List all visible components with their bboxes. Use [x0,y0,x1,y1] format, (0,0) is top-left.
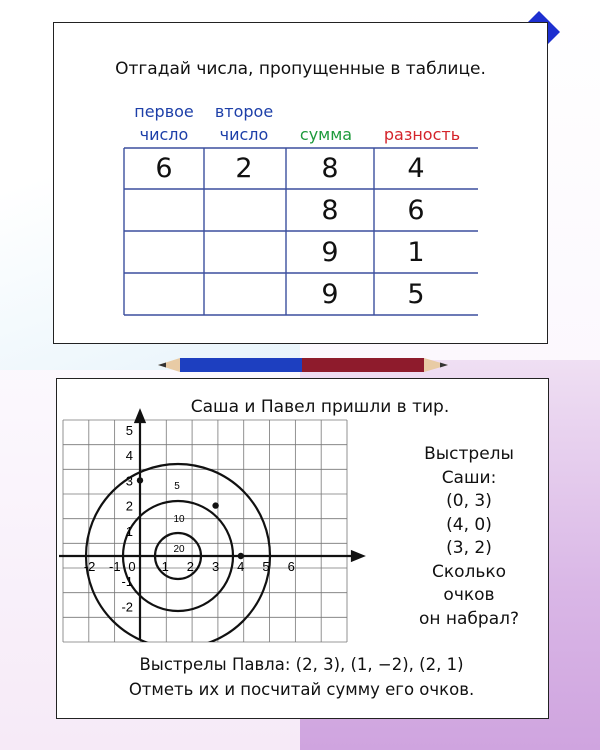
x-tick-label: 6 [287,559,295,574]
task2-title: Саша и Павел пришли в тир. [190,397,450,417]
table-cell: 5 [407,279,425,310]
y-tick-label: 4 [125,448,133,464]
x-tick-label: 2 [186,559,195,574]
ring-score-label: 10 [173,514,185,525]
task1-title: Отгадай числа, пропущенные в таблице. [115,59,486,79]
x-tick-label: 5 [262,559,270,574]
sasha-shot: (4, 0) [446,514,492,535]
sasha-line: Саши: [441,467,497,488]
x-tick-label: 0 [128,559,136,574]
table-cell: 6 [155,153,173,184]
sasha-shot: (0, 3) [446,491,492,511]
pencil-divider-icon [158,355,448,375]
y-tick-label: -2 [121,599,133,615]
x-axis-arrow-icon [352,552,363,561]
table-cell: 1 [407,237,425,268]
x-tick-label: 1 [161,559,169,574]
sasha-shots-text [404,443,534,631]
table-cell: 6 [407,195,425,226]
sasha-shot: (3, 2) [446,538,492,558]
sasha-shot-point [212,502,218,508]
y-tick-label: 2 [125,498,133,514]
sasha-shot-point [238,553,244,559]
table-cell: 9 [321,237,339,268]
table-cell: 4 [407,153,425,184]
x-tick-label: 3 [211,559,220,574]
ring-score-label: 5 [174,481,180,492]
column-header-second-line2: число [219,125,269,144]
y-tick-label: 3 [125,473,133,489]
x-tick-label: 4 [237,559,245,574]
column-header-difference-label: разность [383,125,461,144]
question-line: он набрал? [418,608,520,629]
table-cell: 8 [321,153,339,184]
table-cell: 9 [321,279,339,310]
table-cell: 8 [321,195,339,226]
pavel-shots-text: Выстрелы Павла: (2, 3), (1, −2), (2, 1) [139,655,464,674]
column-header-first-line2: число [139,125,189,144]
question-line: очков [443,585,495,605]
column-header-sum-label: сумма [299,125,353,144]
sasha-line: Выстрелы [424,444,514,464]
column-header-first-line1: первое [134,102,194,121]
task-table-panel [53,22,548,344]
y-tick-label: 5 [125,423,133,438]
y-axis-arrow-icon [136,411,145,422]
y-tick-label: -1 [121,574,133,590]
x-tick-label: -1 [109,559,121,574]
ring-score-label: 20 [173,544,185,555]
sasha-shot-point [137,477,143,483]
x-tick-label: -2 [83,559,96,574]
column-header-second-line1: второе [214,102,274,121]
pavel-instruction-text: Отметь их и посчитай сумму его очков. [128,680,475,699]
y-tick-label: 1 [125,523,133,539]
table-cell: 2 [235,153,253,184]
question-line: Сколько [431,561,507,582]
